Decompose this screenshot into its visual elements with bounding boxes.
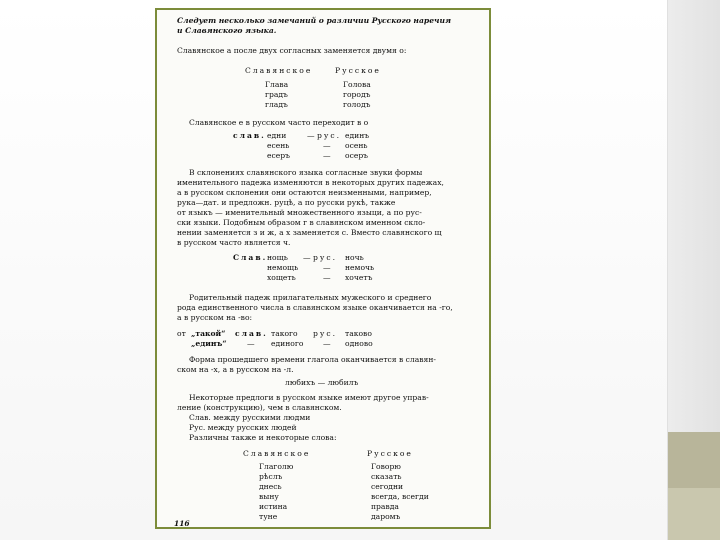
- table3-label-slav: Слав.: [233, 253, 268, 262]
- table3-label-rus: рус.: [313, 253, 337, 262]
- para5-line-2: ском на -х, а в русском на -л.: [177, 365, 294, 374]
- table2-label-slav: слав.: [233, 131, 266, 140]
- para4-line-2: рода единственного числа в славянском языке оканчивается на -го,: [177, 303, 453, 312]
- table4-r1-slav: слав.: [235, 329, 268, 338]
- para6-line-4: Рус. между русских людей: [189, 423, 297, 432]
- example5: любихъ — любилъ: [285, 378, 359, 387]
- para5-line-1: Форма прошедшего времени глагола оканчивается в славян-: [189, 355, 436, 364]
- table4-r2-form-rus: одново: [345, 339, 373, 348]
- table1-header-slav: Славянское: [245, 66, 313, 75]
- table6-slav-4: выну: [259, 492, 279, 501]
- table3-rus-3: хочетъ: [345, 273, 373, 282]
- table1-rus-1: Голова: [343, 80, 371, 89]
- table2-rus-3: осеръ: [345, 151, 369, 160]
- para3-line-4: рука—дат. и предложн. руцѣ, а по русски рукѣ, также: [177, 198, 396, 207]
- table6-slav-5: истина: [259, 502, 288, 511]
- table6-rus-1: Говорю: [371, 462, 401, 471]
- table1-header-rus: Русское: [335, 66, 381, 75]
- table1-slav-1: Глава: [265, 80, 289, 89]
- table2-dash-2: —: [323, 141, 331, 150]
- table6-rus-2: сказать: [371, 472, 402, 481]
- para6-line-3: Слав. между русскими людми: [189, 413, 311, 422]
- table2-slav-3: есеръ: [267, 151, 290, 160]
- para3-line-7: нении заменяется з и ж, а х заменяется с. Вместо славянского щ: [177, 228, 442, 237]
- table3-dash-2: —: [323, 263, 331, 272]
- table1-rus-2: городъ: [343, 90, 371, 99]
- table4-prefix: от: [177, 329, 186, 338]
- accent-block-upper: [668, 432, 720, 488]
- table4-r1-form-slav: такого: [271, 329, 298, 338]
- table3-dash-1: —: [303, 253, 311, 262]
- para3-line-3: а в русском склонения они остаются неизменными, например,: [177, 188, 432, 197]
- header-line-2: и Славянского языка.: [177, 26, 277, 35]
- para6-line-1: Некоторые предлоги в русском языке имеют другое управ-: [189, 393, 429, 402]
- para3-line-5: от языкъ — именительный множественного языци, а по рус-: [177, 208, 422, 217]
- para3-line-8: в русском часто является ч.: [177, 238, 291, 247]
- para4-line-3: а в русском на -во:: [177, 313, 253, 322]
- table4-r2-dash-1: —: [247, 339, 255, 348]
- accent-block-lower: [668, 488, 720, 540]
- para3-line-6: ски языки. Подобным образом г в славянском именном скло-: [177, 218, 426, 227]
- table2-rus-1: единъ: [345, 131, 370, 140]
- table4-r2-form-slav: единого: [271, 339, 304, 348]
- table6-rus-4: всегда, всегди: [371, 492, 429, 501]
- table4-r1-form-rus: таково: [345, 329, 372, 338]
- table3-rus-1: ночь: [345, 253, 364, 262]
- table6-rus-6: даромъ: [371, 512, 401, 521]
- table6-rus-5: правда: [371, 502, 399, 511]
- table2-slav-1: едни: [267, 131, 287, 140]
- rule-1: Славянское а после двух согласных заменяется двумя о:: [177, 46, 407, 55]
- page-number: 116: [174, 519, 190, 528]
- table2-rus-2: осень: [345, 141, 368, 150]
- table2-slav-2: есень: [267, 141, 290, 150]
- table4-r1-rus: рус.: [313, 329, 337, 338]
- table1-slav-2: градъ: [265, 90, 288, 99]
- table3-slav-3: хощеть: [267, 273, 296, 282]
- table3-dash-3: —: [323, 273, 331, 282]
- para6-line-5: Различны также и некоторые слова:: [189, 433, 337, 442]
- table4-r1-word: „такой“: [191, 329, 226, 338]
- table2-dash-1: —: [307, 131, 315, 140]
- table1-slav-3: гладъ: [265, 100, 288, 109]
- table1-rus-3: голодъ: [343, 100, 371, 109]
- table6-slav-1: Глаголю: [259, 462, 294, 471]
- header-line-1: Следует несколько замечаний о различии Русского наречия: [177, 16, 452, 25]
- table6-header-rus: Русское: [367, 449, 413, 458]
- para3-line-1: В склонениях славянского языка согласные звуки формы: [189, 168, 423, 177]
- para6-line-2: ление (конструкцию), чем в славянском.: [177, 403, 342, 412]
- table3-slav-2: немощь: [267, 263, 299, 272]
- scanned-book-page: [155, 8, 491, 529]
- table6-slav-6: туне: [259, 512, 278, 521]
- table6-slav-3: днесь: [259, 482, 282, 491]
- para3-line-2: именительного падежа изменяются в некоторых других падежах,: [177, 178, 444, 187]
- table4-r2-dash-2: —: [323, 339, 331, 348]
- table4-r2-word: „единъ“: [191, 339, 227, 348]
- table3-rus-2: немочь: [345, 263, 375, 272]
- para4-line-1: Родительный падеж прилагательных мужеского и среднего: [189, 293, 432, 302]
- table6-slav-2: рѣслъ: [259, 472, 283, 481]
- table2-dash-3: —: [323, 151, 331, 160]
- table3-slav-1: нощь: [267, 253, 288, 262]
- table2-label-rus: рус.: [317, 131, 341, 140]
- table6-rus-3: сегодни: [371, 482, 404, 491]
- right-accent-blocks: [668, 432, 720, 540]
- rule-2: Славянское е в русском часто переходит в о: [189, 118, 369, 127]
- table6-header-slav: Славянское: [243, 449, 311, 458]
